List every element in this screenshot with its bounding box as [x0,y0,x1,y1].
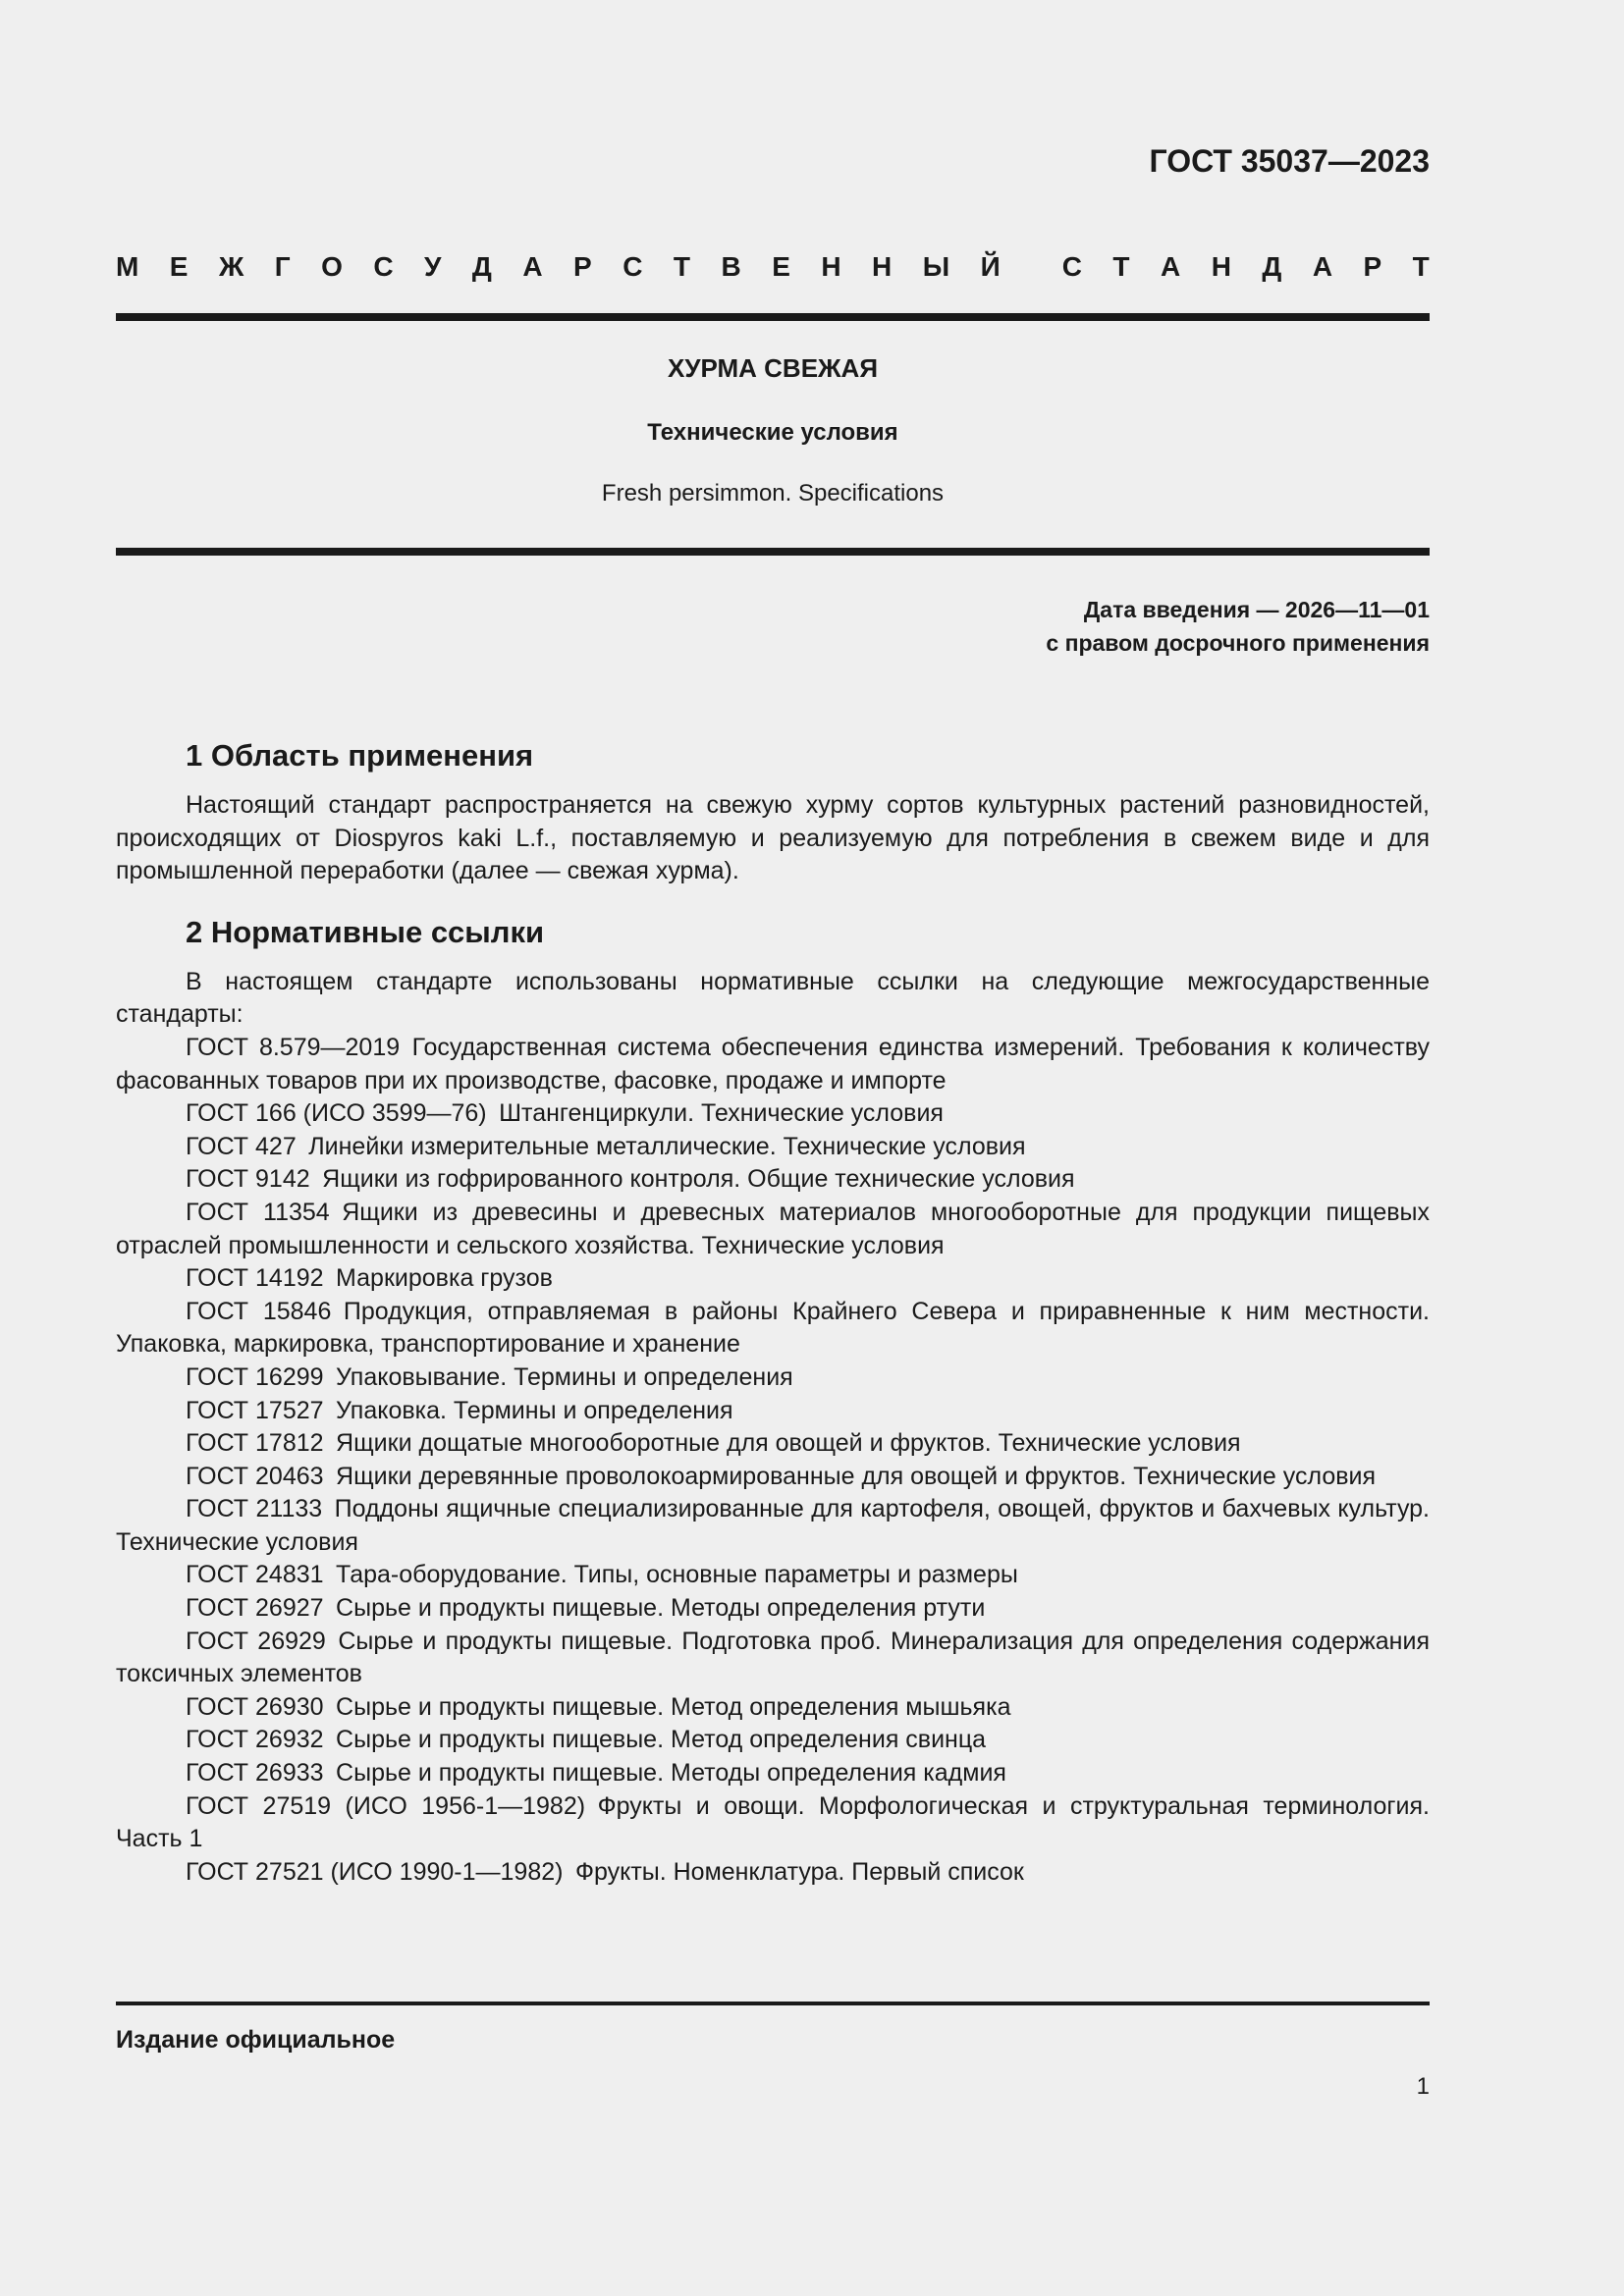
standard-type-letter: А [1160,251,1181,282]
standard-type-letter: М [116,251,139,282]
reference-title: Государственная система обеспечения единства измерений. Требования к количеству фасованных товаров при их производстве, фасовке, продаже и импорте [116,1033,1430,1095]
reference-item [116,1197,1430,1262]
reference-title: Сырье и продукты пищевые. Метод определения мышьяка [336,1692,1011,1721]
reference-code: ГОСТ 27519 (ИСО 1956-1—1982) [186,1791,586,1820]
official-edition-label: Издание официальное [116,2026,396,2054]
standard-type-letter: Ж [218,251,244,282]
reference-item [116,1461,1430,1494]
reference-item [116,1856,1430,1890]
standard-type-letter: Д [1262,251,1282,282]
document-subtitle: Технические условия [647,419,898,446]
reference-title: Линейки измерительные металлические. Технические условия [308,1132,1026,1160]
early-application-note: с правом досрочного применения [1046,630,1430,656]
reference-item [116,1097,1430,1131]
reference-item [116,1790,1430,1856]
document-body [116,734,1430,1889]
reference-title: Ящики из гофрированного контроля. Общие технические условия [322,1165,1075,1194]
reference-code: ГОСТ 8.579—2019 [186,1033,401,1061]
reference-title: Фрукты. Номенклатура. Первый список [574,1857,1024,1886]
reference-code: ГОСТ 16299 [186,1362,324,1391]
reference-title: Упаковывание. Термины и определения [336,1362,793,1391]
reference-code: ГОСТ 26930 [186,1692,324,1721]
reference-item [116,1427,1430,1461]
standard-type-letter: А [522,251,543,282]
standard-type-heading [116,251,1430,283]
reference-title: Продукция, отправляемая в районы Крайнего Севера и приравненные к ним местности. Упаковка, маркировка, транспортирование и хранение [116,1297,1431,1359]
section-1-title: 1 Область применения [186,738,534,773]
page-number: 1 [1416,2073,1430,2100]
reference-code: ГОСТ 15846 [186,1297,332,1325]
standard-type-letter: Й [980,251,1001,282]
standard-type-letter: С [373,251,394,282]
reference-code: ГОСТ 17527 [186,1396,324,1424]
reference-code: ГОСТ 21133 [186,1495,323,1523]
reference-code: ГОСТ 20463 [186,1462,324,1490]
reference-title: Фрукты и овощи. Морфологическая и структуральная терминология. Часть 1 [116,1791,1430,1853]
doc-number: ГОСТ 35037—2023 [1149,143,1430,179]
reference-item [116,1724,1430,1757]
reference-title: Сырье и продукты пищевые. Методы определения ртути [336,1594,986,1623]
reference-item [116,1626,1430,1691]
standard-type-letter: Д [471,251,492,282]
standard-type-letter: Г [274,251,291,282]
introduction-date [1046,593,1430,660]
standard-type-letter: Т [673,251,691,282]
section-1-text: Настоящий стандарт распространяется на свежую хурму сортов культурных растений разновидностей, происходящих от Diospyros kaki L.f., поставляемую и реализуемую для потребления в свежем виде и для промышленной переработки (далее — свежая хурма). [116,791,1430,885]
reference-code: ГОСТ 26929 [186,1627,326,1655]
reference-item [116,1163,1430,1197]
reference-code: ГОСТ 427 [186,1132,297,1160]
title-divider [116,548,1430,556]
reference-title: Ящики дощатые многооборотные для овощей и фруктов. Технические условия [336,1429,1241,1458]
reference-item [116,1362,1430,1395]
standard-type-letter: У [424,251,442,282]
reference-title: Ящики деревянные проволокоармированные для овощей и фруктов. Технические условия [336,1462,1377,1490]
normative-references-list [116,1032,1430,1889]
reference-item [116,1395,1430,1428]
reference-item [116,1757,1430,1790]
standard-type-letter: Н [1211,251,1231,282]
standard-type-letter: Р [1363,251,1382,282]
reference-code: ГОСТ 9142 [186,1165,310,1194]
standard-type-letter: С [623,251,643,282]
reference-code: ГОСТ 27521 (ИСО 1990-1—1982) [186,1857,564,1886]
standard-type-letter: В [721,251,741,282]
reference-code: ГОСТ 166 (ИСО 3599—76) [186,1099,487,1128]
header-divider [116,313,1430,321]
footer-divider [116,2002,1430,2005]
introduction-date-line: Дата введения — 2026—11—01 [1083,597,1430,622]
section-2-title: 2 Нормативные ссылки [186,914,545,949]
reference-code: ГОСТ 11354 [186,1198,330,1226]
reference-code: ГОСТ 26932 [186,1726,324,1754]
reference-item [116,1296,1430,1362]
standard-type-letter: Т [1412,251,1430,282]
reference-title: Маркировка грузов [336,1264,553,1293]
reference-title: Сырье и продукты пищевые. Подготовка проб. Минерализация для определения содержания токсичных элементов [116,1627,1430,1688]
reference-title: Упаковка. Термины и определения [336,1396,733,1424]
reference-code: ГОСТ 26933 [186,1759,324,1788]
standard-type-letter: С [1061,251,1082,282]
reference-title: Штангенциркули. Технические условия [499,1099,944,1128]
standard-type-letter: Е [169,251,189,282]
standard-type-letter: Р [573,251,592,282]
reference-code: ГОСТ 14192 [186,1264,324,1293]
reference-code: ГОСТ 26927 [186,1594,324,1623]
reference-item [116,1262,1430,1296]
reference-item [116,1691,1430,1725]
document-title: ХУРМА СВЕЖАЯ [667,353,879,383]
section-2-intro: В настоящем стандарте использованы нормативные ссылки на следующие межгосударственные стандарты: [116,967,1430,1029]
standard-type-letter: Т [1112,251,1130,282]
reference-title: Ящики из древесины и древесных материалов многооборотные для продукции пищевых отраслей промышленности и сельского хозяйства. Технические условия [116,1198,1431,1259]
reference-code: ГОСТ 24831 [186,1561,324,1589]
reference-item [116,1592,1430,1626]
reference-item [116,1131,1430,1164]
standard-type-letter: А [1312,251,1333,282]
reference-item [116,1493,1430,1559]
standard-type-letter: Е [772,251,790,282]
standard-type-letter: Н [821,251,841,282]
reference-title: Сырье и продукты пищевые. Метод определения свинца [336,1726,987,1754]
standard-type-letter: Н [872,251,893,282]
reference-code: ГОСТ 17812 [186,1429,324,1458]
reference-item [116,1032,1430,1097]
standard-type-letter: Ы [922,251,950,282]
reference-item [116,1559,1430,1592]
reference-title: Поддоны ящичные специализированные для картофеля, овощей, фруктов и бахчевых культур. Технические условия [116,1495,1431,1556]
reference-title: Тара-оборудование. Типы, основные параметры и размеры [336,1561,1018,1589]
reference-title: Сырье и продукты пищевые. Методы определения кадмия [336,1759,1006,1788]
document-title-english: Fresh persimmon. Specifications [601,480,945,507]
standard-type-letter: О [321,251,343,282]
